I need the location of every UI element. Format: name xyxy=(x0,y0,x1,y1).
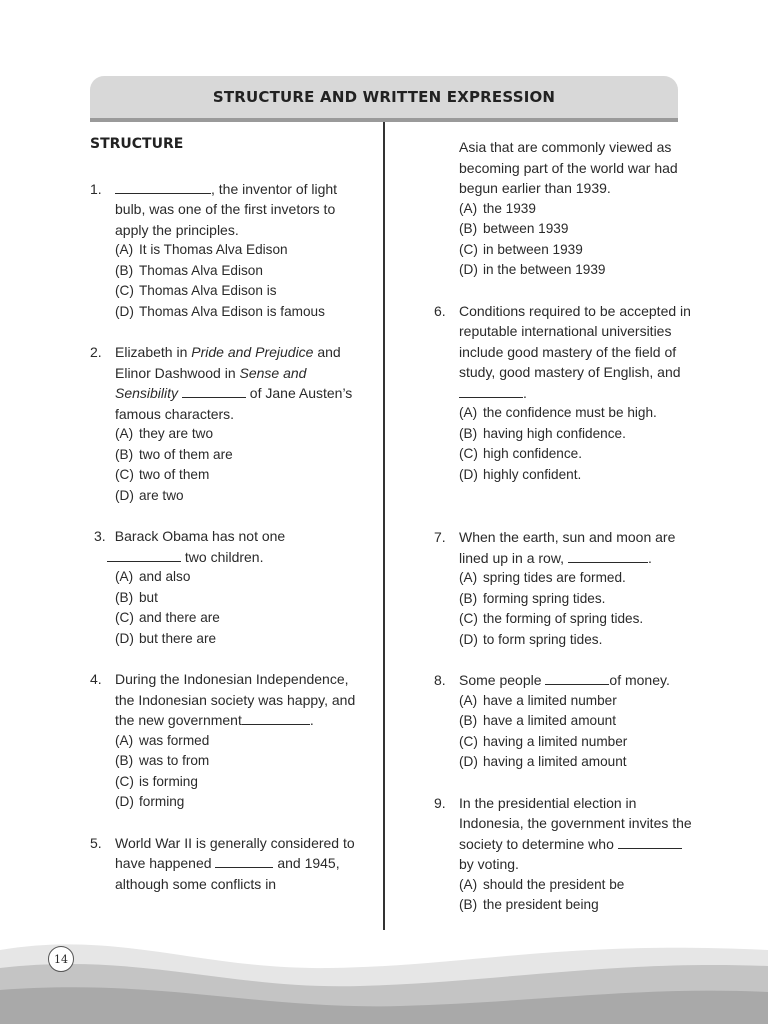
question-stem: During the Indonesian Independence, the Indonesian society was happy, and the new government . xyxy=(115,671,356,728)
right-column xyxy=(434,137,696,916)
book-title: Pride and Prejudice xyxy=(191,344,314,360)
option-b[interactable]: (B) the president being xyxy=(459,897,599,912)
option-b[interactable]: (B) was to from xyxy=(115,753,210,768)
option-c[interactable]: (C) Thomas Alva Edison is xyxy=(115,283,277,298)
question-4 xyxy=(90,669,360,813)
option-b[interactable]: (B) Thomas Alva Edison xyxy=(115,262,263,278)
question-number: 3. xyxy=(94,528,106,544)
left-column xyxy=(90,134,360,894)
option-a[interactable]: (A) the confidence must be high. xyxy=(459,405,657,420)
question-stem: Some people of money. xyxy=(459,672,670,688)
option-c[interactable]: (C) two of them xyxy=(115,467,210,482)
option-c[interactable]: (C) having a limited number xyxy=(459,733,628,749)
option-d[interactable]: (D) but there are xyxy=(115,630,217,646)
option-b[interactable]: (B) but xyxy=(115,589,158,605)
question-stem: In the presidential election in Indonesia, the government invites the society to determine who by voting. xyxy=(459,794,692,872)
question-stem: Barack Obama has not one two children. xyxy=(107,526,360,567)
answer-blank xyxy=(215,853,273,868)
question-number: 1. xyxy=(90,180,102,197)
option-b[interactable]: (B) forming spring tides. xyxy=(459,590,606,606)
option-d[interactable]: (D) highly confident. xyxy=(459,466,582,482)
option-c[interactable]: (C) high confidence. xyxy=(459,446,583,461)
question-number: 8. xyxy=(434,672,446,688)
question-7 xyxy=(434,527,696,650)
column-divider xyxy=(383,122,385,930)
option-a[interactable]: (A) spring tides are formed. xyxy=(459,570,626,585)
question-number: 5. xyxy=(90,834,102,851)
option-d[interactable]: (D) are two xyxy=(115,487,184,503)
answer-blank xyxy=(107,547,181,562)
question-stem: When the earth, sun and moon are lined up in a row, . xyxy=(459,529,676,566)
option-d[interactable]: (D) having a limited amount xyxy=(459,754,627,769)
option-d[interactable]: (D) in the between 1939 xyxy=(459,262,606,277)
answer-blank xyxy=(568,548,648,563)
option-d[interactable]: (D) to form spring tides. xyxy=(459,631,603,647)
option-c[interactable]: (C) in between 1939 xyxy=(459,241,583,257)
question-2 xyxy=(90,342,360,506)
option-b[interactable]: (B) having high confidence. xyxy=(459,425,626,441)
question-5-continued xyxy=(434,137,696,281)
page-number: 14 xyxy=(48,946,74,972)
question-3 xyxy=(90,526,360,649)
question-number: 4. xyxy=(90,671,102,687)
option-b[interactable]: (B) between 1939 xyxy=(459,221,569,236)
option-a[interactable]: (A) have a limited number xyxy=(459,692,617,708)
footer-wave-decoration xyxy=(0,930,768,1024)
section-heading: STRUCTURE xyxy=(90,136,184,152)
question-stem: Elizabeth in Pride and Prejudice and Elinor Dashwood in Sense and Sensibility of Jane Austen’s famous characters. xyxy=(115,344,353,422)
question-9 xyxy=(434,793,696,916)
option-c[interactable]: (C) is forming xyxy=(115,773,198,789)
question-number: 7. xyxy=(434,529,446,545)
option-a[interactable]: (A) It is Thomas Alva Edison xyxy=(115,242,288,257)
answer-blank xyxy=(182,383,246,398)
option-a[interactable]: (A) should the president be xyxy=(459,876,625,892)
question-5 xyxy=(90,833,360,895)
section-banner xyxy=(90,76,678,122)
option-a[interactable]: (A) and also xyxy=(115,569,191,584)
question-stem: Conditions required to be accepted in reputable international universities include good mastery of the field of study, good mastery of English, and . xyxy=(459,302,691,401)
option-b[interactable]: (B) have a limited amount xyxy=(459,713,616,728)
page-title: STRUCTURE AND WRITTEN EXPRESSION xyxy=(212,88,556,106)
question-stem: World War II is generally considered to have happened and 1945, although some conflicts in xyxy=(115,834,355,892)
question-number: 2. xyxy=(90,344,102,360)
option-d[interactable]: (D) forming xyxy=(115,794,185,809)
answer-blank xyxy=(618,834,682,849)
answer-blank xyxy=(545,670,609,685)
answer-blank xyxy=(115,179,211,194)
answer-blank xyxy=(242,710,310,725)
question-8 xyxy=(434,670,696,773)
question-stem: , the inventor of light bulb, was one of the first invetors to apply the principles. xyxy=(115,180,338,238)
question-number: 9. xyxy=(434,794,446,811)
question-6 xyxy=(434,301,696,486)
option-a[interactable]: (A) the 1939 xyxy=(459,200,536,216)
option-a[interactable]: (A) they are two xyxy=(115,426,214,441)
option-b[interactable]: (B) two of them are xyxy=(115,446,233,462)
book-title: Sense and Sensibility xyxy=(115,364,307,401)
question-number: 6. xyxy=(434,302,446,319)
option-c[interactable]: (C) and there are xyxy=(115,610,220,625)
question-1 xyxy=(90,179,360,323)
answer-blank xyxy=(459,383,523,398)
option-d[interactable]: (D) Thomas Alva Edison is famous xyxy=(115,303,325,319)
option-a[interactable]: (A) was formed xyxy=(115,732,210,748)
question-stem: Asia that are commonly viewed as becoming part of the world war had begun earlier than 1939. xyxy=(459,139,678,196)
option-c[interactable]: (C) the forming of spring tides. xyxy=(459,611,644,626)
